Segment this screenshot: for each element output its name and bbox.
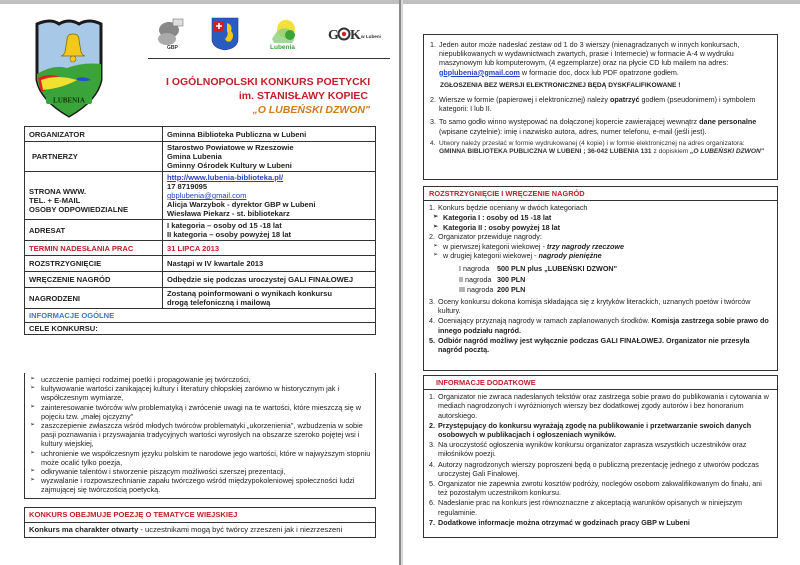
contest-goals	[24, 373, 376, 499]
row-key: WRĘCZENIE NAGRÓD	[25, 272, 163, 288]
rural-poetry-table	[24, 507, 376, 538]
award-item-2: 2. Organizator przewiduje nagrody:	[429, 231, 542, 241]
row-key: TERMIN NADESŁANIA PRAC	[25, 241, 163, 256]
additional-item-1: 1. Organizator nie zwraca nadesłanych tekstów oraz zastrzega sobie prawo do publikowania i cytowania w mediach nagrodzonych i wyróżnionych wierszy bez dodatkowej zgody autorów i bez honorarium autorskiego.	[429, 392, 769, 420]
row-value: 31 LIPCA 2013	[163, 241, 376, 256]
rule-1: 1. Jeden autor może nadesłać zestaw od 1 do 3 wierszy (nienagradzanych w innych konkursach, niepublikowanych w wydawnictwach zwartych, prasie i Internecie) w formacie A-4 w wydruku maszynowym lub komputerowym, (4 egzemplarze) oraz na płycie CD lub mailem na adres: gbplubenia@gmail.com w formacie doc, docx lub PDF opatrzone godłem.	[430, 40, 740, 77]
list-item: ➢ uczczenie pamięci rodzimej poetki i propagowanie jej twórczości,	[29, 375, 371, 384]
additional-item-7: 7. Dodatkowe informacje można otrzymać w godzinach pracy GBP w Lubeni	[429, 517, 690, 527]
prize-row: I nagroda 500 PLN plus „LUBEŃSKI DZWON"	[459, 264, 618, 274]
gbp-logo	[155, 17, 185, 51]
additional-info-section	[423, 375, 778, 538]
table-row	[25, 508, 376, 523]
prize-type-1: ➢ w pierwszej kategorii wiekowej - trzy nagrody rzeczowe	[429, 242, 772, 251]
list-item: ➢ wyzwalanie i rozpowszechnianie zapału twórczego wśród międzypokoleniowej społeczności ludzi zajmującej się twórczością poetycką.	[29, 476, 371, 494]
award-item-5: 5. Odbiór nagród możliwy jest wyłącznie podczas GALI FINAŁOWEJ. Organizator nie przesyła nagród pocztą.	[429, 335, 750, 355]
partner-logos	[155, 14, 390, 54]
open-contest-note: Konkurs ma charakter otwarty - uczestnikami mogą być twórcy zrzeszeni jak i niezrzeszeni	[25, 523, 376, 538]
list-item: ➢ odkrywanie talentów i stworzenie piszącym możliwości szerszej prezentacji,	[29, 467, 371, 476]
section-goals: CELE KONKURSU:	[25, 323, 376, 335]
warning-text: ZGŁOSZENIA BEZ WERSJI ELEKTRONICZNEJ BĘDĄ DYSKFALIFIKOWANE !	[440, 81, 681, 89]
rural-poetry-heading: KONKURS OBEJMUJE POEZJĘ O TEMATYCE WIEJSKIEJ	[25, 508, 376, 523]
table-row	[25, 220, 376, 241]
svg-text:K: K	[349, 28, 361, 43]
gbp-logo-icon	[155, 17, 185, 51]
additional-item-3: 3. Na uroczystość ogłoszenia wyników konkursu organizator zaprasza wszystkich uczestników oraz miłośników poezji.	[429, 440, 747, 459]
table-row	[25, 288, 376, 309]
website-link[interactable]: http://www.lubenia-biblioteka.pl/	[167, 173, 284, 182]
table-row	[25, 272, 376, 288]
contest-info-table	[24, 126, 376, 335]
table-row	[25, 523, 376, 538]
lubenia-crest-icon	[33, 18, 105, 118]
additional-item-4: 4. Autorzy nagrodzonych wierszy poproszeni będą o publiczną prezentację jednego z utworów podczas uroczystej Gali Finałowej.	[429, 459, 759, 478]
table-row	[25, 309, 376, 323]
rule-4: 4. Utwory należy przesłać w formie wydrukowanej (4 kopie) i w formie elektronicznej na adres organizatora: GMINNA BIBLIOTEKA PUBLICZNA W LUBENI ; 36-042 LUBENIA 131 z dopiskiem „O LUBEŃSKI DZWON"	[430, 139, 764, 156]
table-row	[25, 127, 376, 142]
prize-type-2: ➢ w drugiej kategorii wiekowej - nagrody pieniężne	[429, 251, 772, 260]
submission-rules	[423, 34, 778, 180]
gok-logo	[328, 17, 390, 51]
page-right	[403, 0, 800, 565]
row-value: http://www.lubenia-biblioteka.pl/ 17 8719095 gbplubenia@gmail.com Alicja Warzybok - dyrektor GBP w Lubeni Wiesława Piekarz - st. bibliotekarz	[163, 172, 376, 220]
list-item: ➢ kultywowanie wartości zanikającej kultury i literatury chłopskiej zarówno w historycznym jak i współczesnym wymiarze,	[29, 384, 371, 402]
title-line-2: im. STANISŁAWY KOPIEC	[238, 90, 368, 102]
email-link[interactable]: gbplubenia@gmail.com	[167, 191, 247, 200]
table-row	[25, 323, 376, 335]
rule-3: 3. To samo godło winno występować na dołączonej kopercie zawierającej wewnątrz dane personalne (wpisane czytelnie): imię i nazwisko autora, adres, numer telefonu, e-mail (jeśli jest).	[430, 117, 757, 136]
page-top-strip	[0, 0, 399, 4]
prize-row: III nagroda 200 PLN	[459, 284, 526, 294]
additional-item-2: 2. Przystępujący do konkursu wyrażają zgodę na publikowanie i przetwarzanie swoich danych osobowych w publikacjach i ogłoszeniach wyników.	[429, 420, 752, 440]
prize-row: II nagroda 300 PLN	[459, 274, 526, 284]
awards-heading: ROZSTRZYGNIĘCIE I WRĘCZENIE NAGRÓD	[424, 187, 777, 201]
additional-item-6: 6. Nadesłanie prac na konkurs jest równoznaczne z akceptacją warunków opisanych w niniejszym regulaminie.	[429, 498, 743, 517]
rule-2: 2. Wiersze w formie (papierowej i elektronicznej) należy opatrzyć godłem (pseudonimem) i symbolem kategorii: I lub II.	[430, 95, 756, 114]
row-value: Gminna Biblioteka Publiczna w Lubeni	[163, 127, 376, 142]
list-item: ➢ zaszczepienie zwłaszcza wśród młodych twórców problematyki „ukorzenienia", wzbudzenia w sobie pasji poznawania i przyswajania tradycyjnych wartości wyrosłych na obszarze szeroko pojętej wsi i kultury wiejskiej,	[29, 421, 371, 449]
row-value: Zostaną poinformowani o wynikach konkursu drogą telefoniczną i mailową	[163, 288, 376, 309]
lubenia-sun-icon	[266, 17, 302, 51]
category-1: ➢ Kategoria I : osoby od 15 -18 lat	[429, 213, 772, 222]
svg-text:GBP: GBP	[167, 45, 178, 51]
row-key: ORGANIZATOR	[25, 127, 163, 142]
svg-text:w Lubeni: w Lubeni	[360, 34, 381, 39]
row-value: Nastąpi w IV kwartale 2013	[163, 256, 376, 272]
svg-text:Lubenia: Lubenia	[269, 44, 295, 51]
svg-text:G: G	[327, 28, 339, 43]
phone-number: 17 8719095	[167, 182, 208, 191]
row-key: NAGRODZENI	[25, 288, 163, 309]
page-top-strip	[403, 0, 800, 4]
row-key: STRONA WWW. TEL. + E-MAIL OSOBY ODPOWIEDZIALNE	[25, 172, 163, 220]
contest-title	[150, 76, 390, 116]
svg-text:LUBENIA: LUBENIA	[53, 96, 85, 105]
lubenia-logo	[266, 17, 302, 51]
table-row	[25, 172, 376, 220]
table-row	[25, 256, 376, 272]
row-key: PARTNERZY	[25, 142, 163, 172]
row-key: ADRESAT	[25, 220, 163, 241]
county-coat-of-arms	[211, 17, 239, 51]
award-item-1: 1. Konkurs będzie oceniany w dwóch kategoriach	[429, 203, 588, 213]
additional-item-5: 5. Organizator nie zapewnia zwrotu kosztów podróży, noclegów osobom zakwalifikowanym do finału, ani też pozostałym uczestnikom konkursu.	[429, 479, 762, 498]
row-key: ROZSTRZYGNIĘCIE	[25, 256, 163, 272]
list-item: ➢ uchronienie we współczesnym języku polskim te narodowe jego wartości, które w najwyższym stopniu może ocalić tylko poezja,	[29, 449, 371, 467]
title-line-3: „O LUBEŃSKI DZWON"	[252, 104, 370, 116]
awards-section	[423, 186, 778, 371]
coat-of-arms-icon	[211, 17, 239, 51]
row-value: Starostwo Powiatowe w Rzeszowie Gmina Lubenia Gminny Ośrodek Kultury w Lubeni	[163, 142, 376, 172]
row-value: I kategoria – osoby od 15 -18 lat II kategoria – osoby powyżej 18 lat	[163, 220, 376, 241]
category-2: ➢ Kategoria II : osoby powyżej 18 lat	[429, 223, 772, 232]
section-general-info: INFORMACJE OGÓLNE	[25, 309, 376, 323]
additional-heading: INFORMACJE DODATKOWE	[424, 376, 777, 390]
title-line-1: I OGÓLNOPOLSKI KONKURS POETYCKI	[166, 76, 371, 88]
row-value: Odbędzie się podczas uroczystej GALI FINAŁOWEJ	[163, 272, 376, 288]
header-divider	[148, 58, 390, 59]
email-link[interactable]: gbplubenia@gmail.com	[439, 67, 520, 77]
table-row	[25, 241, 376, 256]
award-item-4: 4. Oceniający przyznają nagrody w ramach zaplanowanych środków. Komisja zastrzega sobie prawo do innego podziału nagród.	[429, 316, 769, 335]
list-item: ➢ zainteresowanie twórców w/w problematyką i zwrócenie uwagi na te wartości, które mieszczą się w pojęciu tzw. „małej ojczyzny"	[29, 403, 371, 421]
award-item-3: 3. Oceny konkursu dokona komisja składająca się z krytyków literackich, uznanych poetów i twórców kultury.	[429, 297, 751, 316]
table-row	[25, 142, 376, 172]
prize-list	[429, 264, 772, 294]
gok-logo-icon	[328, 24, 390, 44]
